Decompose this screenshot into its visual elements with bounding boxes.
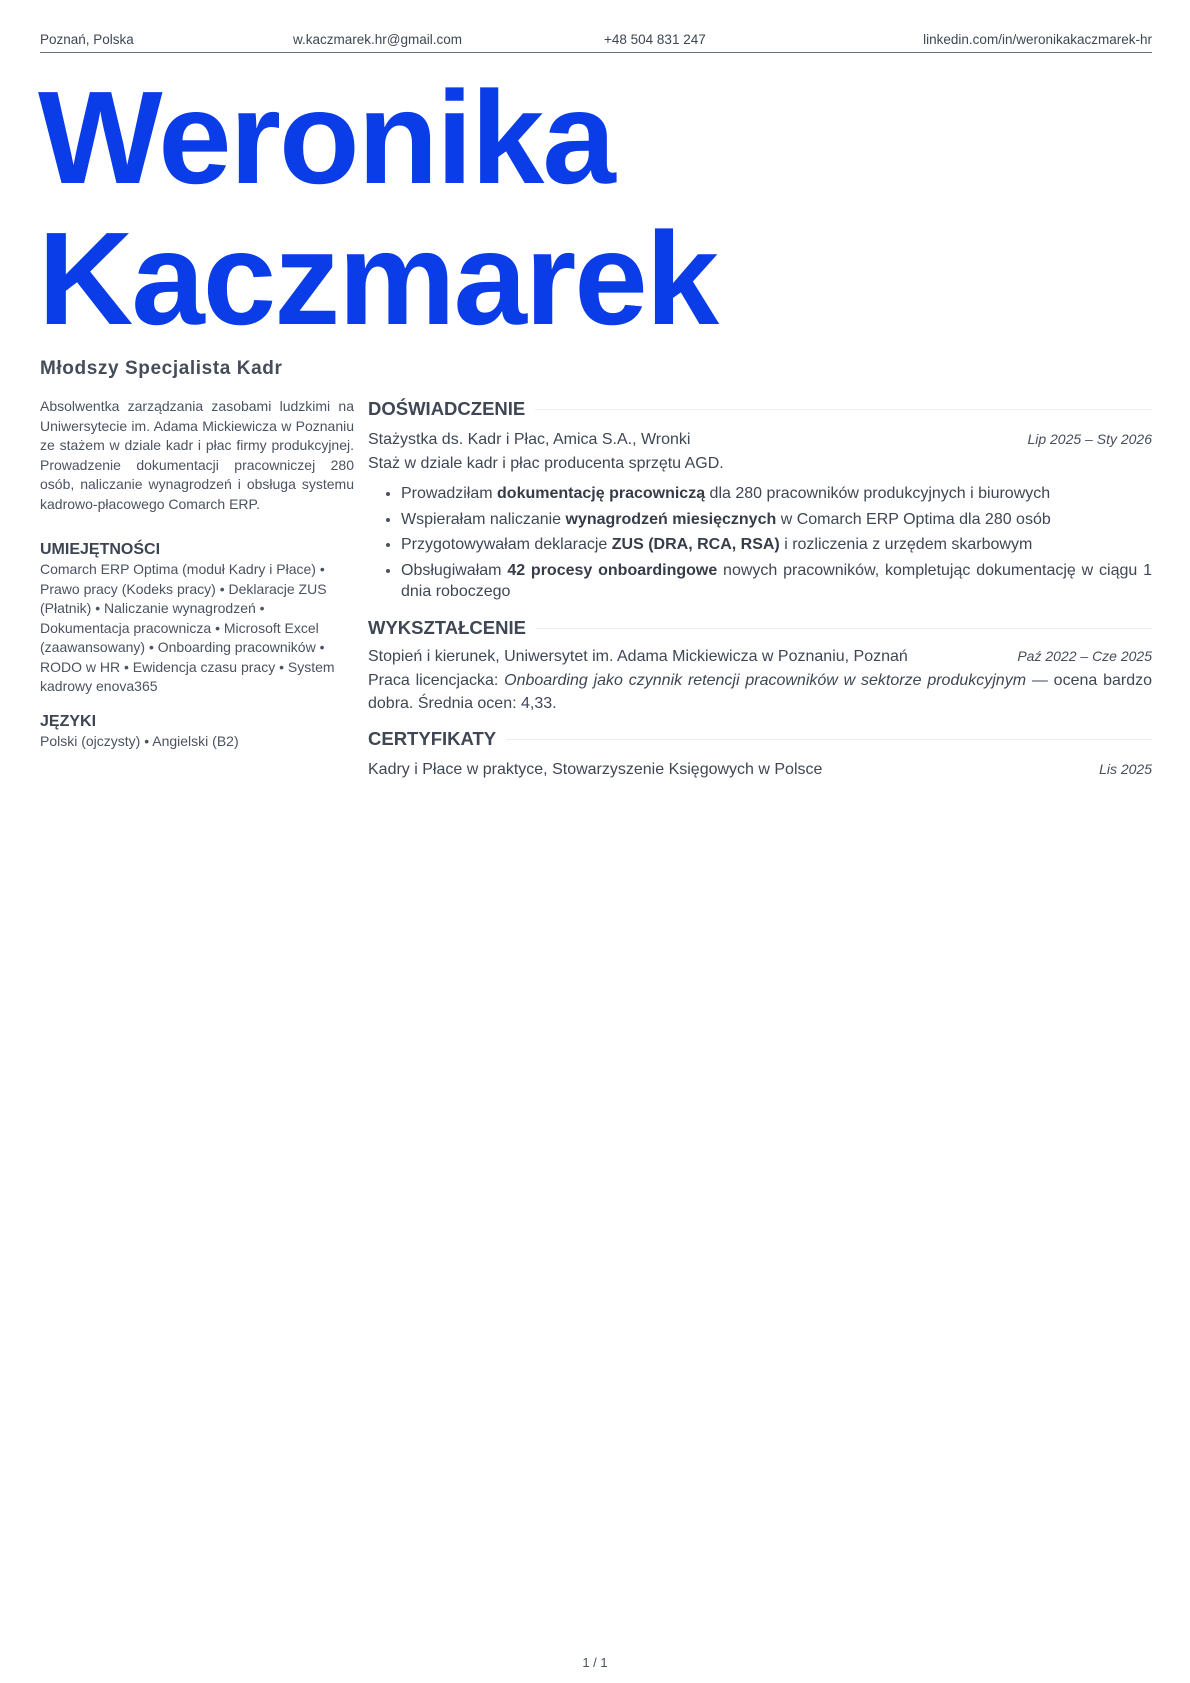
summary: Absolwentka zarządzania zasobami ludzkimi na Uniwersytecie im. Adama Mickiewicza w Poznaniu ze stażem w dziale kadr i płac firmy produkcyjnej. Prowadzenie dokumentacji pracowniczej 280 osób, naliczanie wynagrodzeń i obsługa systemu kadrowo-płacowego Comarch ERP.: [40, 398, 354, 512]
bullet-item: • Wspierałam naliczanie wynagrodzeń miesięcznych w Comarch ERP Optima dla 280 osób: [401, 509, 1152, 530]
experience-dates: Lip 2025 – Sty 2026: [1027, 431, 1152, 447]
education-degree: Stopień i kierunek, Uniwersytet im. Adama Mickiewicza w Poznaniu, Poznań: [368, 648, 908, 665]
education-entry: [368, 644, 1152, 669]
experience-heading: [368, 397, 1152, 421]
experience-role: Stażystka ds. Kadr i Płac, Amica S.A., Wronki: [368, 431, 691, 448]
contact-email[interactable]: w.kaczmarek.hr@gmail.com: [293, 32, 462, 47]
divider: [535, 409, 1152, 410]
divider: [536, 628, 1152, 629]
certificates-heading-text: CERTYFIKATY: [368, 728, 497, 749]
left-column: [40, 397, 354, 751]
education-thesis: Praca licencjacka: Onboarding jako czynnik retencji pracowników w sektorze produkcyjnym — ocena bardzo dobra. Średnia ocen: 4,33.: [368, 672, 1153, 712]
skills-list: Comarch ERP Optima (moduł Kadry i Płace) • Prawo pracy (Kodeks pracy) • Deklaracje ZUS (Płatnik) • Naliczanie wynagrodzeń • Dokumentacja pracownicza • Microsoft Excel (zaawansowany) • Onboarding pracowników • RODO w HR • Ewidencja czasu pracy • System kadrowy enova365: [40, 561, 335, 694]
certificate-entry: [368, 757, 1152, 782]
experience-description: Staż w dziale kadr i płac producenta sprzętu AGD.: [368, 455, 724, 472]
contact-location: Poznań, Polska: [40, 32, 134, 47]
experience-bullets: [368, 483, 1152, 602]
languages-list: Polski (ojczysty) • Angielski (B2): [40, 732, 239, 749]
name-first: Weronika: [38, 64, 614, 211]
page-number: 1 / 1: [582, 1655, 608, 1670]
divider: [506, 739, 1152, 740]
certificate-date: Lis 2025: [1099, 761, 1152, 777]
certificate-name: Kadry i Płace w praktyce, Stowarzyszenie Księgowych w Polsce: [368, 761, 823, 778]
education-heading-text: WYKSZTAŁCENIE: [368, 617, 526, 638]
right-column: [368, 397, 1152, 782]
name-last: Kaczmarek: [38, 205, 718, 352]
contact-bar: [40, 31, 1152, 53]
contact-linkedin[interactable]: linkedin.com/in/weronikakaczmarek-hr: [923, 32, 1152, 47]
bullet-item: • Obsługiwałam 42 procesy onboardingowe nowych pracowników, kompletując dokumentację w ciągu 1 dnia roboczego: [401, 560, 1152, 602]
job-title: Młodszy Specjalista Kadr: [40, 358, 283, 379]
experience-entry: [368, 427, 1152, 452]
certificates-heading: [368, 727, 1152, 751]
bullet-item: • Prowadziłam dokumentację pracowniczą dla 280 pracowników produkcyjnych i biurowych: [401, 483, 1152, 504]
skills-heading: UMIEJĘTNOŚCI: [40, 541, 161, 558]
contact-phone[interactable]: +48 504 831 247: [604, 32, 706, 47]
education-dates: Paź 2022 – Cze 2025: [1017, 648, 1152, 664]
experience-heading-text: DOŚWIADCZENIE: [368, 398, 526, 419]
education-heading: [368, 616, 1152, 640]
bullet-item: • Przygotowywałam deklaracje ZUS (DRA, RCA, RSA) i rozliczenia z urzędem skarbowym: [401, 534, 1152, 555]
languages-heading: JĘZYKI: [40, 712, 97, 730]
